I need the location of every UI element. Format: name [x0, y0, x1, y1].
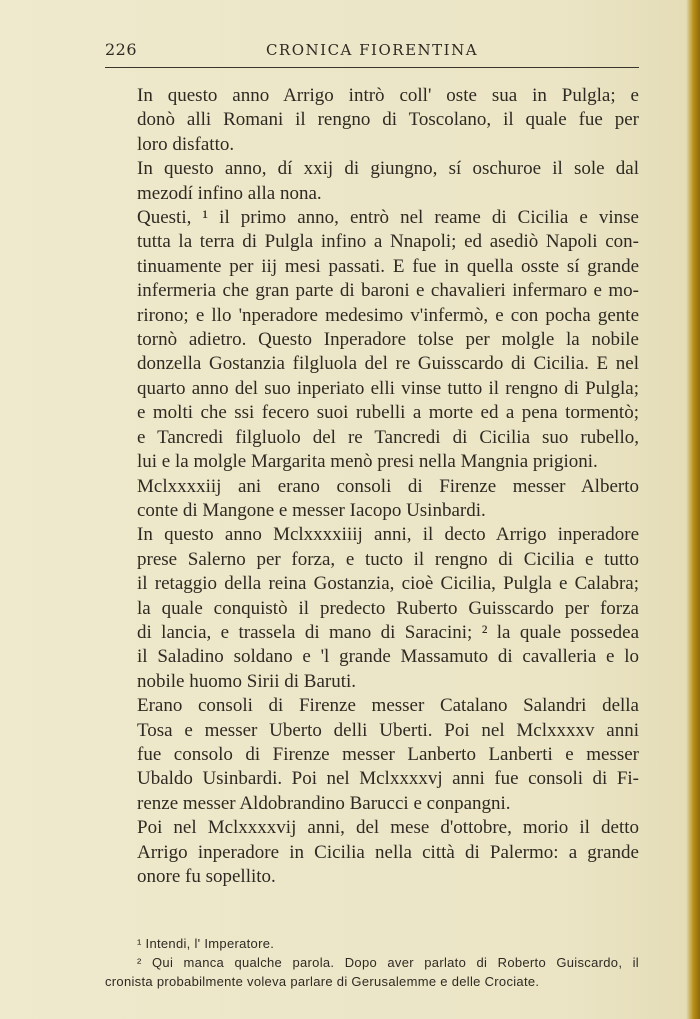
- footnotes: [105, 934, 639, 991]
- text-line: Tosa e messer Uberto delli Uberti. Poi nel Mclxxxxv anni: [137, 719, 639, 741]
- paragraph: [105, 523, 639, 694]
- chronicle-text: [105, 84, 639, 889]
- text-line: prese Salerno per forza, e tucto il rengno di Cicilia e tutto: [137, 548, 639, 570]
- paragraph: [105, 475, 639, 524]
- running-title: CRONICA FIORENTINA: [265, 41, 479, 59]
- text-line: e Tancredi filgluolo del re Tancredi di Cicilia suo rubello,: [137, 426, 639, 448]
- text-line: Poi nel Mclxxxxvij anni, del mese d'ottobre, morio il detto: [137, 817, 639, 839]
- paragraph: [105, 157, 639, 206]
- text-line: infermeria che gran parte di baroni e chavalieri infermaro e mo-: [137, 280, 639, 302]
- text-line: mezodí infino alla nona.: [137, 182, 322, 204]
- text-line: il Saladino soldano e 'l grande Massamuto di cavalleria e lo: [137, 646, 639, 668]
- text-line: In questo anno Arrigo intrò coll' oste sua in Pulgla; e: [137, 85, 639, 106]
- paragraph: [105, 816, 639, 889]
- text-line: tornò adietro. Questo Inperadore tolse per molgle la nobile: [137, 329, 639, 351]
- text-line: e molti che ssi fecero suoi rubelli a morte ed a pena tormentò;: [137, 402, 639, 424]
- paragraph: [105, 84, 639, 157]
- page-number: 226: [105, 40, 138, 59]
- text-line: onore fu sopellito.: [137, 866, 276, 887]
- text-line: Ubaldo Usinbardi. Poi nel Mclxxxxvj anni fue consoli di Fi-: [137, 768, 639, 790]
- text-line: Arrigo inperadore in Cicilia nella città di Palermo: a grande: [137, 841, 639, 863]
- text-line: In questo anno Mclxxxxiiij anni, il decto Arrigo inperadore: [137, 524, 639, 546]
- text-line: lui e la molgle Margarita menò presi nella Mangnia prigioni.: [137, 451, 598, 473]
- text-line: donò alli Romani il rengno di Toscolano, il quale fue per: [137, 109, 639, 131]
- page-header: [105, 40, 639, 64]
- text-line: quarto anno del suo inperiato elli vinse tutto il rengno di Pulgla;: [137, 377, 639, 399]
- text-line: rirono; e llo 'nperadore medesimo v'infermò, e con pocha gente: [137, 304, 639, 326]
- text-line: tutta la terra di Pulgla infino a Nnapoli; ed asediò Napoli con-: [137, 231, 639, 253]
- text-line: nobile huomo Sirii di Baruti.: [137, 670, 357, 692]
- text-line: Mclxxxxiij ani erano consoli di Firenze messer Alberto: [137, 475, 639, 497]
- text-line: tinuamente per iij mesi passati. E fue in quella osste sí grande: [137, 255, 639, 277]
- footnote: [105, 953, 639, 972]
- text-line: la quale conquistò il predecto Ruberto Guisscardo per forza: [137, 597, 639, 619]
- text-line: fue consolo di Firenze messer Lanberto Lanberti e messer: [137, 743, 639, 765]
- paragraph: [105, 206, 639, 474]
- text-line: conte di Mangone e messer Iacopo Usinbardi.: [137, 499, 486, 521]
- text-line: il retaggio della reina Gostanzia, cioè Cicilia, Pulgla e Calabra;: [137, 573, 639, 595]
- text-line: In questo anno, dí xxij di giungno, sí oschuroe il sole dal: [137, 158, 639, 180]
- footnote-continuation: [105, 972, 639, 991]
- text-line: Erano consoli di Firenze messer Catalano Salandri della: [137, 695, 639, 717]
- text-line: donzella Gostanzia filgluola del re Guisscardo di Cicilia. E nel: [137, 353, 639, 375]
- text-line: renze messer Aldobrandino Barucci e conpangni.: [137, 792, 511, 814]
- text-line: loro disfatto.: [137, 133, 235, 155]
- footnote-line: cronista probabilmente voleva parlare di Gerusalemme e delle Crociate.: [105, 974, 540, 989]
- header-rule: [105, 67, 639, 68]
- footnote-line: ² Qui manca qualche parola. Dopo aver parlato di Roberto Guiscardo, il: [137, 955, 639, 970]
- footnote: [105, 934, 639, 953]
- page-edge: [686, 0, 700, 1019]
- text-line: Questi, ¹ il primo anno, entrò nel reame di Cicilia e vinse: [137, 207, 639, 229]
- footnote-line: ¹ Intendi, l' Imperatore.: [137, 936, 275, 951]
- paragraph: [105, 694, 639, 816]
- text-line: di lancia, e trassela di mano di Saracini; ² la quale possedea: [137, 621, 639, 643]
